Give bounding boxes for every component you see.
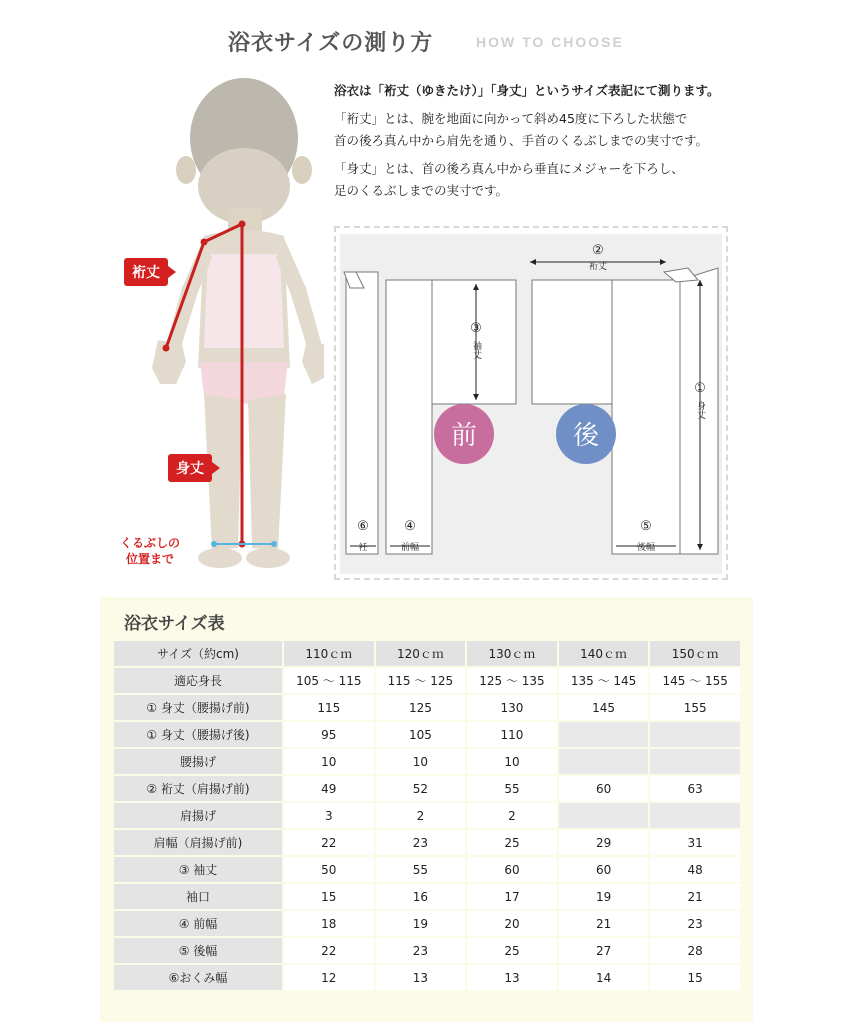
- table-cell: 145: [558, 694, 650, 721]
- row-label: ④ 前幅: [113, 910, 283, 937]
- table-cell: 155: [649, 694, 741, 721]
- table-cell: 29: [558, 829, 650, 856]
- table-cell: 55: [375, 856, 467, 883]
- table-cell: 55: [466, 775, 558, 802]
- ankle-note-line2: 位置まで: [126, 552, 175, 566]
- dim-3-label: 袖丈: [471, 341, 481, 359]
- table-cell: 125 ～ 135: [466, 667, 558, 694]
- row-label: 適応身長: [113, 667, 283, 694]
- table-cell: 49: [283, 775, 375, 802]
- table-cell: 31: [649, 829, 741, 856]
- header-cell: 130ｃｍ: [466, 640, 558, 667]
- table-row: [113, 829, 741, 856]
- header-cell: 120ｃｍ: [375, 640, 467, 667]
- table-cell: 60: [558, 775, 650, 802]
- header-cell: 150ｃｍ: [649, 640, 741, 667]
- dim-2-number: ②: [592, 243, 604, 258]
- kimono-diagram: [334, 226, 728, 580]
- table-cell: 22: [283, 937, 375, 964]
- table-row: [113, 802, 741, 829]
- dim-1-label: 身丈: [695, 401, 705, 419]
- table-cell: 48: [649, 856, 741, 883]
- table-cell: 15: [283, 883, 375, 910]
- table-row: [113, 883, 741, 910]
- table-cell: 25: [466, 829, 558, 856]
- child-figure-drawing: [108, 78, 324, 578]
- ankle-note: [120, 535, 180, 567]
- mitake-definition: [334, 158, 834, 202]
- table-cell: 110: [466, 721, 558, 748]
- kimono-diagram-drawing: [336, 228, 726, 578]
- table-cell: 115: [283, 694, 375, 721]
- dim-6-number: ⑥: [357, 519, 369, 534]
- table-cell: 50: [283, 856, 375, 883]
- size-table: [112, 639, 742, 992]
- row-label: 袖口: [113, 883, 283, 910]
- table-cell: [649, 748, 741, 775]
- table-cell: 52: [375, 775, 467, 802]
- table-cell: 22: [283, 829, 375, 856]
- table-cell: 23: [375, 829, 467, 856]
- table-cell: 23: [375, 937, 467, 964]
- dim-3-number: ③: [470, 321, 482, 336]
- yuki-callout: 裄丈: [124, 258, 168, 286]
- table-cell: 21: [649, 883, 741, 910]
- table-cell: 21: [558, 910, 650, 937]
- row-label: ⑥おくみ幅: [113, 964, 283, 991]
- table-cell: 28: [649, 937, 741, 964]
- dim-6-label: 衽: [358, 543, 368, 553]
- header-cell: 110ｃｍ: [283, 640, 375, 667]
- dim-5-number: ⑤: [640, 519, 652, 534]
- table-cell: [558, 748, 650, 775]
- mitake-definition-line1: 「身丈」とは、首の後ろ真ん中から垂直にメジャーを下ろし、: [334, 161, 684, 176]
- table-cell: 135 ～ 145: [558, 667, 650, 694]
- table-cell: [649, 802, 741, 829]
- header-cell: 140ｃｍ: [558, 640, 650, 667]
- ankle-note-line1: くるぶしの: [120, 536, 181, 550]
- table-cell: 115 ～ 125: [375, 667, 467, 694]
- size-table-title: 浴衣サイズ表: [124, 614, 225, 634]
- dim-4-number: ④: [404, 519, 416, 534]
- table-cell: 19: [375, 910, 467, 937]
- table-cell: 27: [558, 937, 650, 964]
- yuki-definition-line2: 首の後ろ真ん中から肩先を通り、手首のくるぶしまでの実寸です。: [334, 133, 709, 148]
- table-row: [113, 964, 741, 991]
- table-cell: 16: [375, 883, 467, 910]
- table-row: [113, 775, 741, 802]
- page-header: [0, 22, 853, 62]
- table-row: [113, 748, 741, 775]
- table-cell: 10: [375, 748, 467, 775]
- table-row: [113, 721, 741, 748]
- description-lead: 浴衣は「裄丈（ゆきたけ）」「身丈」というサイズ表記にて測ります。: [334, 83, 720, 98]
- mitake-definition-line2: 足のくるぶしまでの実寸です。: [334, 183, 509, 198]
- header-cell: サイズ（約cm): [113, 640, 283, 667]
- table-cell: 25: [466, 937, 558, 964]
- dim-1-number: ①: [694, 381, 706, 396]
- yuki-definition: [334, 108, 834, 152]
- table-cell: 145 ～ 155: [649, 667, 741, 694]
- size-table-header-row: [113, 640, 741, 667]
- table-cell: 12: [283, 964, 375, 991]
- table-cell: 17: [466, 883, 558, 910]
- page-subtitle: HOW TO CHOOSE: [476, 34, 624, 50]
- table-cell: 15: [649, 964, 741, 991]
- table-row: [113, 856, 741, 883]
- table-cell: 13: [375, 964, 467, 991]
- table-cell: 105: [375, 721, 467, 748]
- table-row: [113, 937, 741, 964]
- row-label: ① 身丈（腰揚げ前): [113, 694, 283, 721]
- table-cell: 2: [375, 802, 467, 829]
- table-cell: 125: [375, 694, 467, 721]
- dim-5-label: 後幅: [636, 543, 656, 553]
- table-cell: [558, 721, 650, 748]
- row-label: ③ 袖丈: [113, 856, 283, 883]
- row-label: 腰揚げ: [113, 748, 283, 775]
- table-cell: 60: [466, 856, 558, 883]
- table-cell: [558, 802, 650, 829]
- row-label: ⑤ 後幅: [113, 937, 283, 964]
- table-cell: [649, 721, 741, 748]
- table-row: [113, 910, 741, 937]
- child-figure-illustration: [108, 78, 324, 578]
- table-row: [113, 694, 741, 721]
- dim-4-label: 前幅: [400, 543, 420, 553]
- table-cell: 130: [466, 694, 558, 721]
- row-label: 肩幅（肩揚げ前): [113, 829, 283, 856]
- size-table-body: [113, 667, 741, 991]
- back-label: 後: [572, 421, 600, 451]
- table-cell: 105 ～ 115: [283, 667, 375, 694]
- measurement-description: [334, 80, 834, 208]
- table-cell: 63: [649, 775, 741, 802]
- table-cell: 95: [283, 721, 375, 748]
- row-label: 肩揚げ: [113, 802, 283, 829]
- front-label: 前: [450, 421, 478, 451]
- table-cell: 20: [466, 910, 558, 937]
- table-row: [113, 667, 741, 694]
- row-label: ② 裄丈（肩揚げ前): [113, 775, 283, 802]
- table-cell: 2: [466, 802, 558, 829]
- table-cell: 60: [558, 856, 650, 883]
- table-cell: 10: [466, 748, 558, 775]
- table-cell: 14: [558, 964, 650, 991]
- table-cell: 13: [466, 964, 558, 991]
- mitake-callout: 身丈: [168, 454, 212, 482]
- row-label: ① 身丈（腰揚げ後): [113, 721, 283, 748]
- dim-2-label: 裄丈: [588, 262, 608, 272]
- page-title: 浴衣サイズの測り方: [228, 31, 434, 56]
- yuki-definition-line1: 「裄丈」とは、腕を地面に向かって斜め45度に下ろした状態で: [334, 111, 688, 126]
- table-cell: 23: [649, 910, 741, 937]
- size-table-head: [113, 640, 741, 667]
- table-cell: 10: [283, 748, 375, 775]
- table-cell: 3: [283, 802, 375, 829]
- table-cell: 19: [558, 883, 650, 910]
- table-cell: 18: [283, 910, 375, 937]
- size-table-section: [100, 597, 753, 1022]
